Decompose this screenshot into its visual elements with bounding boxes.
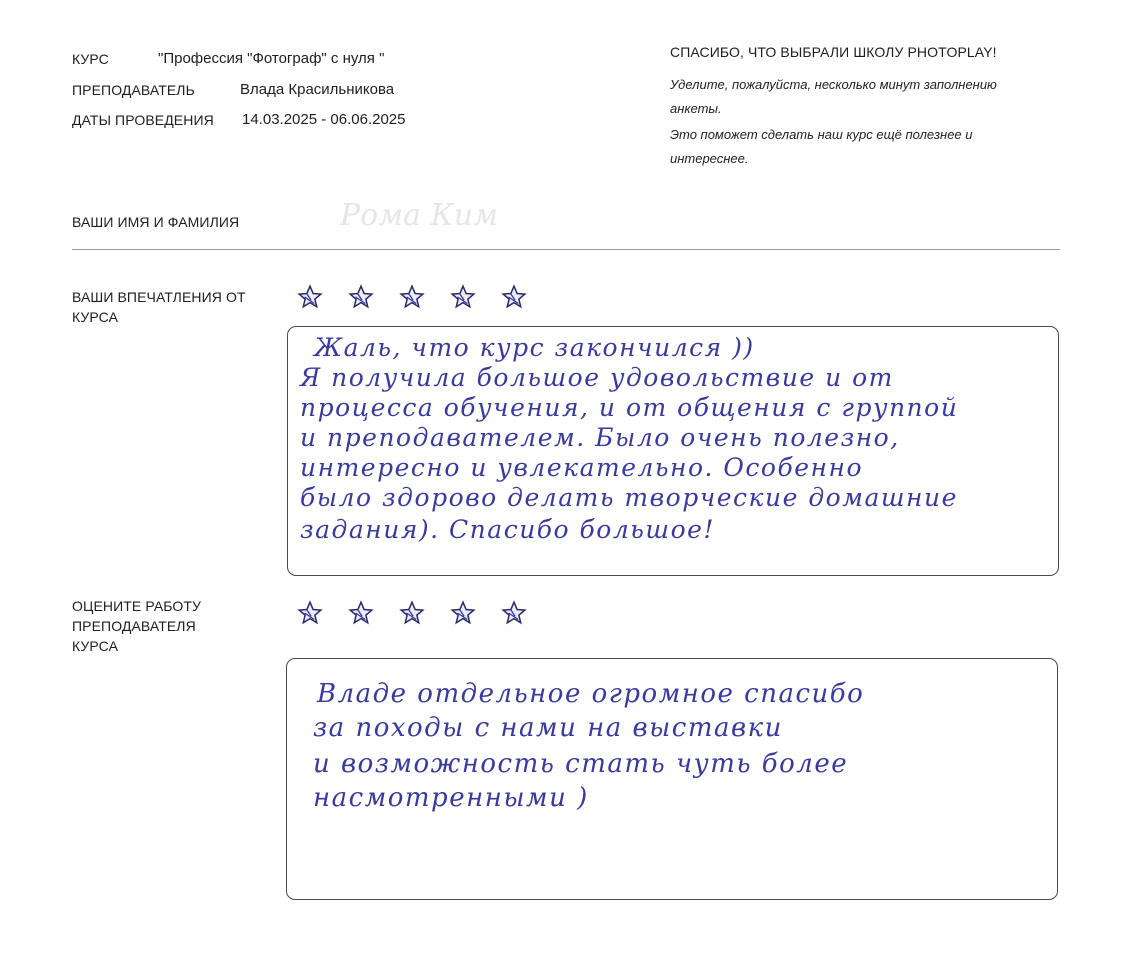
teacher-rating-label-line-1: ОЦЕНИТЕ РАБОТУ (72, 598, 202, 614)
course-value: "Профессия "Фотограф" с нуля " (158, 50, 385, 67)
impressions-line: было здорово делать творческие домашние (300, 483, 958, 512)
dates-value: 14.03.2025 - 06.06.2025 (242, 111, 406, 128)
impressions-line: задания). Спасибо большое! (300, 515, 715, 544)
impressions-line: и преподавателем. Было очень полезно, (300, 423, 900, 452)
teacher-rating-label-line-3: КУРСА (72, 638, 119, 654)
star-icon[interactable] (399, 284, 425, 310)
impressions-label-line-2: КУРСА (72, 309, 119, 325)
star-icon[interactable] (348, 284, 374, 310)
impressions-label-line-1: ВАШИ ВПЕЧАТЛЕНИЯ ОТ (72, 289, 246, 305)
impressions-line: Жаль, что курс закончился )) (314, 333, 755, 362)
dates-label: ДАТЫ ПРОВЕДЕНИЯ (72, 112, 214, 128)
thanks-line-1: Уделите, пожалуйста, несколько минут заполнению (670, 77, 997, 92)
teacher-rating-label-line-2: ПРЕПОДАВАТЕЛЯ (72, 618, 196, 634)
teacher-comment-line: за походы с нами на выставки (313, 713, 783, 743)
impressions-textarea[interactable] (287, 326, 1059, 576)
name-value[interactable]: Рома Ким (340, 198, 498, 233)
thanks-title: СПАСИБО, ЧТО ВЫБРАЛИ ШКОЛУ PHOTOPLAY! (670, 44, 997, 60)
star-icon[interactable] (297, 600, 323, 626)
teacher-value: Влада Красильникова (240, 81, 395, 98)
impressions-line: процесса обучения, и от общения с группой (300, 393, 959, 422)
impressions-line: интересно и увлекательно. Особенно (300, 453, 864, 482)
teacher-comment-line: Владе отдельное огромное спасибо (317, 679, 865, 709)
course-label: КУРС (72, 51, 109, 67)
star-icon[interactable] (501, 600, 527, 626)
teacher-comment-line: и возможность стать чуть более (313, 749, 849, 779)
star-icon[interactable] (399, 600, 425, 626)
impressions-rating[interactable] (297, 284, 527, 310)
teacher-rating-textarea[interactable] (286, 658, 1058, 900)
teacher-comment-line: насмотренными ) (313, 783, 589, 813)
name-label: ВАШИ ИМЯ И ФАМИЛИЯ (72, 214, 240, 230)
thanks-line-4: интереснее. (670, 151, 749, 166)
teacher-rating-stars[interactable] (297, 600, 527, 626)
thanks-line-2: анкеты. (670, 101, 722, 116)
star-icon[interactable] (450, 600, 476, 626)
star-icon[interactable] (348, 600, 374, 626)
teacher-label: ПРЕПОДАВАТЕЛЬ (72, 82, 195, 98)
impressions-line: Я получила большое удовольствие и от (300, 363, 894, 392)
star-icon[interactable] (501, 284, 527, 310)
star-icon[interactable] (297, 284, 323, 310)
name-underline (72, 249, 1060, 250)
thanks-line-3: Это поможет сделать наш курс ещё полезнее и (670, 127, 973, 142)
star-icon[interactable] (450, 284, 476, 310)
